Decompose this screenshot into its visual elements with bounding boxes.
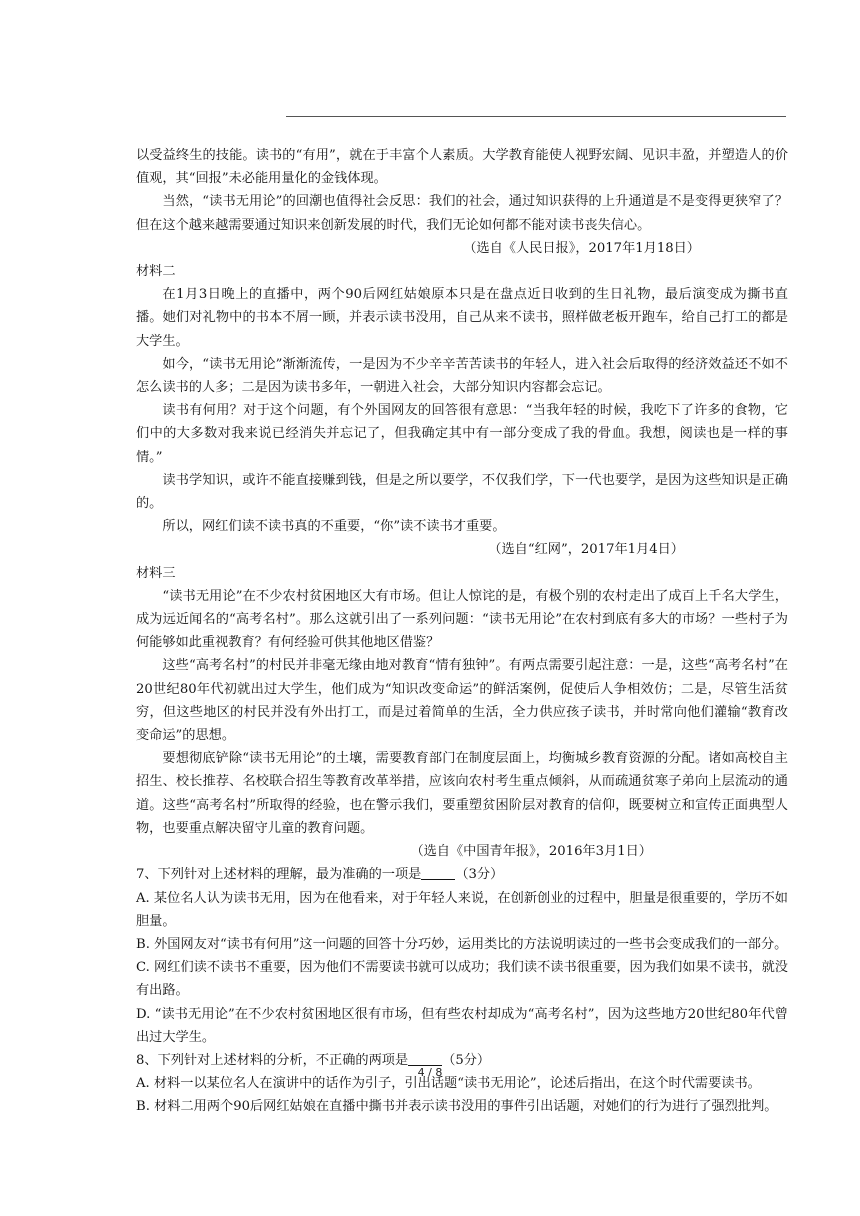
question-7-points: （3分） [455,867,504,883]
question-7-option-c: C. 网红们读不读书不重要，因为他们不需要读书就可以成功；我们读不读书很重要，因为我们如果不读书，就没有出路。 [136,960,788,999]
question-8-points: （5分） [442,1052,491,1068]
material2-paragraph-2: 如今，“读书无用论”渐渐流传，一是因为不少辛辛苦苦读书的年轻人，进入社会后取得的经济效益还不如不怎么读书的人多；二是因为读书多年，一朝进入社会，大部分知识内容都会忘记。 [136,356,788,396]
material2-source: （选自“红网”，2017年1月4日） [488,542,684,558]
question-7-option-d: D. “读书无用论”在不少农村贫困地区很有市场，但有些农村却成为“高考名村”，因为这些地方20世纪80年代曾出过大学生。 [136,1006,788,1045]
question-8-option-b: B. 材料二用两个90后网红姑娘在直播中撕书并表示读书没用的事件引出话题，对她们的行为进行了强烈批判。 [136,1099,778,1115]
question-8-option-a: A. 材料一以某位名人在演讲中的话作为引子，引出话题“读书无用论”，论述后指出，在这个时代需要读书。 [136,1076,761,1092]
answer-blank[interactable] [421,865,455,880]
material1-source: （选自《人民日报》，2017年1月18日） [463,240,700,256]
question-7-text: 7、下列针对上述材料的理解，最为准确的一项是 [136,867,422,883]
material2-paragraph-4: 读书学知识，或许不能直接赚到钱，但是之所以要学，不仅我们学，下一代也要学，是因为这些知识是正确的。 [136,472,788,512]
question-7-stem [136,863,788,886]
material1-paragraph-2: 当然，“读书无用论”的回潮也值得社会反思：我们的社会，通过知识获得的上升通道是不是变得更狭窄了？但在这个越来越需要通过知识来创新发展的时代，我们无论如何都不能对读书丧失信心。 [136,194,788,233]
exam-page [136,144,788,1119]
material2-paragraph-3: 读书有何用？对于这个问题，有个外国网友的回答很有意思：“当我年轻的时候，我吃下了许多的食物，它们中的大多数对我来说已经消失并忘记了，但我确定其中有一部分变成了我的骨血。我想，阅读也是一样的事情。” [136,403,788,465]
question-7-option-b: B. 外国网友对“读书有何用”这一问题的回答十分巧妙，运用类比的方法说明读过的一些书会变成我们的一部分。 [136,936,788,952]
material3-paragraph-1: “读书无用论”在不少农村贫困地区大有市场。但让人惊诧的是，有极个别的农村走出了成百上千名大学生，成为远近闻名的“高考名村”。那么这就引出了一系列问题：“读书无用论”在农村到底有多大的市场？一些村子为何能够如此重视教育？有何经验可供其他地区借鉴？ [136,588,788,651]
material2-paragraph-1: 在1月3日晚上的直播中，两个90后网红姑娘原本只是在盘点近日收到的生日礼物，最后演变成为撕书直播。她们对礼物中的书本不屑一顾，并表示读书没用，自己从来不读书，照样做老板开跑车，给自己打工的都是大学生。 [136,287,788,349]
material3-paragraph-3: 要想彻底铲除“读书无用论”的土壤，需要教育部门在制度层面上，均衡城乡教育资源的分配。诸如高校自主招生、校长推荐、名校联合招生等教育改革举措，应该向农村考生重点倾斜，从而疏通贫寒子弟向上层流动的通道。这些“高考名村”所取得的经验，也在警示我们，要重塑贫困阶层对教育的信仰，既要树立和宣传正面典型人物，也要重点解决留守儿童的教育问题。 [136,751,788,836]
question-8-text: 8、下列针对上述材料的分析，不正确的两项是 [136,1052,409,1068]
material3-paragraph-2: 这些“高考名村”的村民并非毫无缘由地对教育“情有独钟”。有两点需要引起注意：一是，这些“高考名村”在20世纪80年代初就出过大学生，他们成为“知识改变命运”的鲜活案例，促使后人争相效仿；二是，尽管生活贫穷，但这些地区的村民并没有外出打工，而是过着简单的生活，全力供应孩子读书，并时常向他们灌输“教育改变命运”的思想。 [136,658,788,744]
material2-heading: 材料二 [136,264,176,280]
question-7-option-a: A. 某位名人认为读书无用，因为在他看来，对于年轻人来说，在创新创业的过程中，胆量是很重要的，学历不如胆量。 [136,890,788,929]
answer-blank[interactable] [408,1051,442,1066]
top-rule [286,116,786,117]
material3-heading: 材料三 [136,565,176,581]
material2-paragraph-5: 所以，网红们读不读书真的不重要，“你”读不读书才重要。 [162,519,506,535]
material3-source: （选自《中国青年报》，2016年3月1日） [410,844,652,860]
page-number: 4 / 8 [417,1066,443,1079]
material1-paragraph-1: 以受益终生的技能。读书的“有用”，就在于丰富个人素质。大学教育能使人视野宏阔、见识丰盈，并塑造人的价值观，其“回报”未必能用量化的金钱体现。 [136,148,788,187]
